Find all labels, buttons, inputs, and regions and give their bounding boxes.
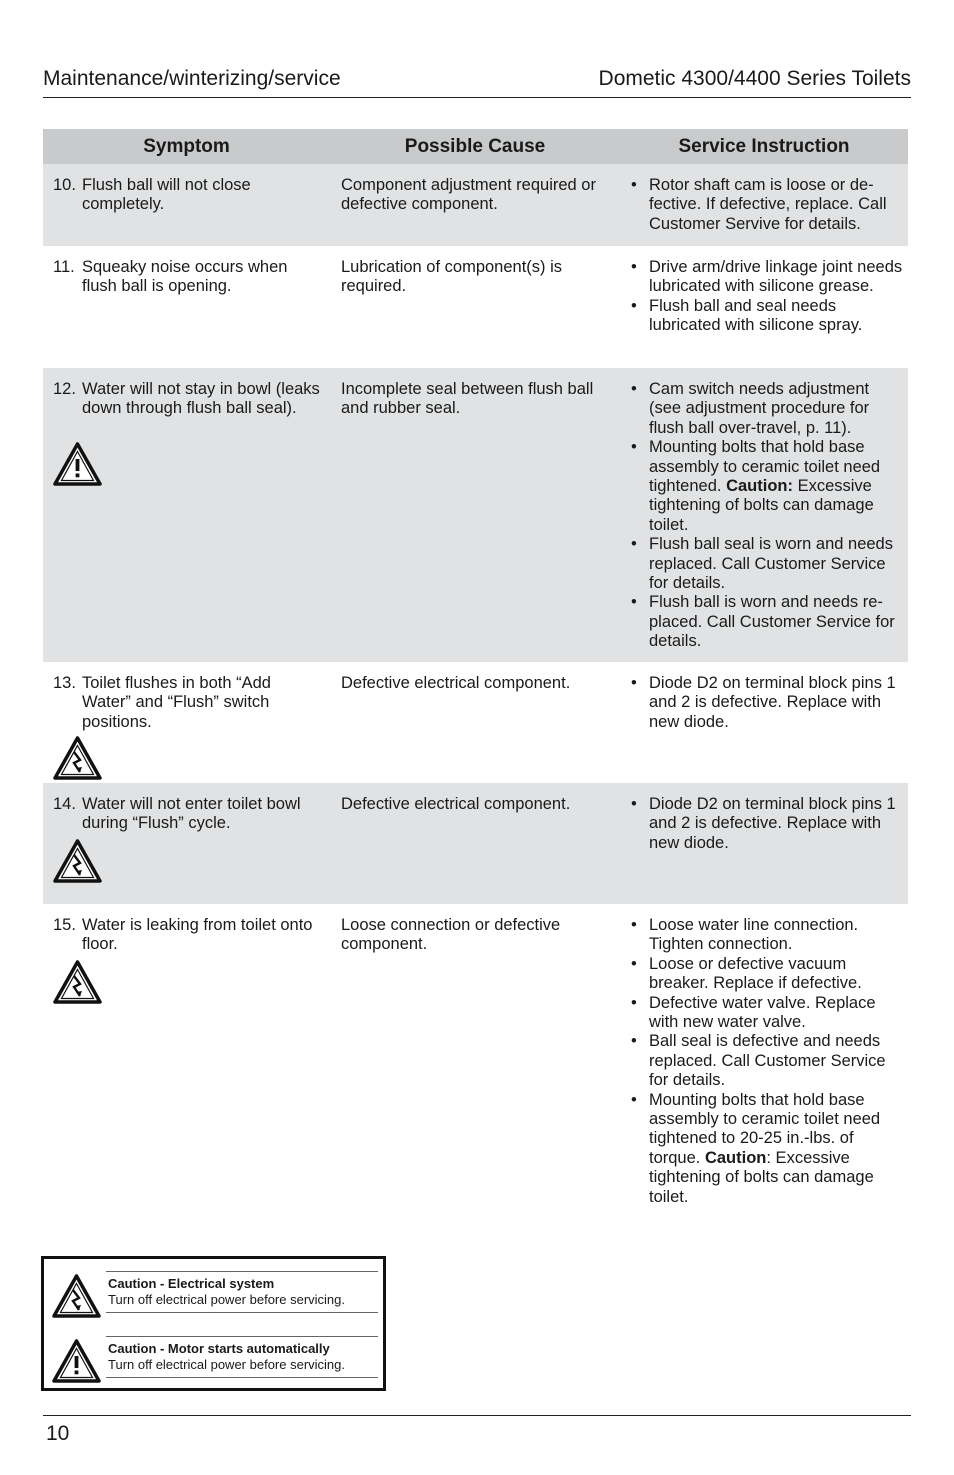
- instruction-cell: [629, 380, 903, 652]
- exclamation-warning-icon: [52, 1339, 101, 1383]
- caution-description: Turn off electrical power before servicing.: [108, 1292, 345, 1307]
- instruction-item: • Diode D2 on terminal block pins 1 and 2 is defective. Replace with new diode.: [629, 674, 903, 732]
- instruction-item: • Loose or defective vacuum breaker. Replace if defective.: [629, 955, 903, 994]
- caution-text: : Excessive tightening of bolts can damage toilet.: [649, 1148, 874, 1206]
- column-header-possible-cause: Possible Cause: [404, 136, 546, 157]
- instruction-item: • Flush ball and seal needs lubricated with silicone spray.: [629, 297, 903, 336]
- instruction-item: • Flush ball seal is worn and needs replaced. Call Customer Service for details.: [629, 535, 903, 593]
- caution-texts: [106, 1271, 378, 1313]
- electrical-warning-icon: [53, 736, 102, 780]
- symptom-cell: [53, 674, 323, 732]
- electrical-warning-icon: [53, 839, 102, 883]
- symptom-text: Flush ball will not close completely.: [82, 176, 251, 214]
- symptom-text: Water will not enter toilet bowl during “Flush” cycle.: [82, 795, 301, 833]
- footer-rule: [43, 1415, 911, 1416]
- caution-label: Caution:: [726, 477, 793, 496]
- electrical-warning-icon: [53, 960, 102, 1004]
- instruction-item: • Diode D2 on terminal block pins 1 and 2 is defective. Replace with new diode.: [629, 795, 903, 853]
- caution-description: Turn off electrical power before servicing.: [108, 1357, 345, 1372]
- instruction-item: • Ball seal is defective and needs replaced. Call Customer Service for details.: [629, 1032, 903, 1090]
- caution-text: Excessive tightening of bolts can damage toilet.: [649, 477, 874, 534]
- symptom-text: Water is leaking from toilet onto floor.: [82, 916, 313, 954]
- symptom-number: 10.: [53, 176, 76, 194]
- electrical-warning-icon: [52, 1274, 101, 1318]
- symptom-text: Toilet flushes in both “Add Water” and “Flush” switch positions.: [82, 674, 271, 731]
- instruction-item: • Flush ball is worn and needs re-placed. Call Customer Service for details.: [629, 593, 903, 651]
- instruction-item: • Drive arm/drive linkage joint needs lubricated with silicone grease.: [629, 258, 903, 297]
- symptom-cell: [53, 380, 323, 419]
- instruction-cell: [629, 258, 903, 336]
- instruction-item: • Loose water line connection. Tighten connection.: [629, 916, 903, 955]
- instruction-item: • Rotor shaft cam is loose or de-fective. If defective, replace. Call Customer Servive for details.: [629, 176, 903, 234]
- symptom-cell: [53, 916, 323, 955]
- symptom-number: 11.: [53, 258, 75, 276]
- instruction-item: • Defective water valve. Replace with new water valve.: [629, 994, 903, 1033]
- instruction-item: [629, 438, 903, 535]
- column-header-symptom: Symptom: [143, 136, 230, 157]
- cause-cell: Component adjustment required or defective component.: [341, 176, 596, 214]
- caution-electrical-system: [44, 1271, 383, 1321]
- cause-cell: Defective electrical component.: [341, 674, 571, 692]
- symptom-text: Squeaky noise occurs when flush ball is opening.: [82, 258, 288, 296]
- instruction-item: • Cam switch needs adjustment (see adjustment procedure for flush ball over-travel, p. 11).: [629, 380, 903, 438]
- document-title: Dometic 4300/4400 Series Toilets: [598, 67, 911, 90]
- symptom-cell: [53, 258, 323, 297]
- caution-motor-starts: [44, 1336, 383, 1386]
- symptom-cell: [53, 176, 323, 215]
- page-header: [43, 64, 911, 98]
- table-row: [43, 368, 908, 662]
- instruction-cell: [629, 674, 903, 732]
- instruction-cell: [629, 795, 903, 853]
- troubleshooting-table: [43, 129, 908, 1214]
- caution-title: Caution - Motor starts automatically: [108, 1341, 330, 1356]
- symptom-number: 15.: [53, 916, 76, 934]
- page-number: 10: [46, 1422, 70, 1445]
- caution-texts: [106, 1336, 378, 1378]
- instruction-cell: [629, 916, 903, 1207]
- table-row: [43, 164, 908, 246]
- exclamation-warning-icon: [53, 442, 102, 486]
- instruction-cell: [629, 176, 903, 234]
- symptom-number: 13.: [53, 674, 76, 692]
- table-row: [43, 904, 908, 1214]
- instruction-text: Mounting bolts that hold base assembly to ceramic toilet need tightened.: [649, 438, 881, 496]
- symptom-cell: [53, 795, 323, 834]
- instruction-text: Mounting bolts that hold base assembly to ceramic toilet need tightened to 20-25 in.-lbs. of torque.: [649, 1090, 881, 1167]
- caution-box: [41, 1256, 386, 1391]
- cause-cell: Lubrication of component(s) is required.: [341, 258, 563, 296]
- caution-title: Caution - Electrical system: [108, 1276, 275, 1291]
- cause-cell: Loose connection or defective component.: [341, 916, 561, 954]
- caution-label: Caution: [704, 1148, 767, 1167]
- cause-cell: Incomplete seal between flush ball and rubber seal.: [341, 380, 594, 418]
- table-header: [43, 129, 908, 164]
- table-row: [43, 246, 908, 368]
- section-title: Maintenance/winterizing/service: [43, 67, 341, 90]
- table-row: [43, 783, 908, 904]
- table-row: [43, 662, 908, 783]
- symptom-number: 12.: [53, 380, 76, 398]
- cause-cell: Defective electrical component.: [341, 795, 571, 813]
- instruction-item: [629, 1091, 903, 1207]
- symptom-text: Water will not stay in bowl (leaks down through flush ball seal).: [82, 380, 320, 418]
- symptom-number: 14.: [53, 795, 76, 813]
- column-header-service-instruction: Service Instruction: [678, 136, 850, 157]
